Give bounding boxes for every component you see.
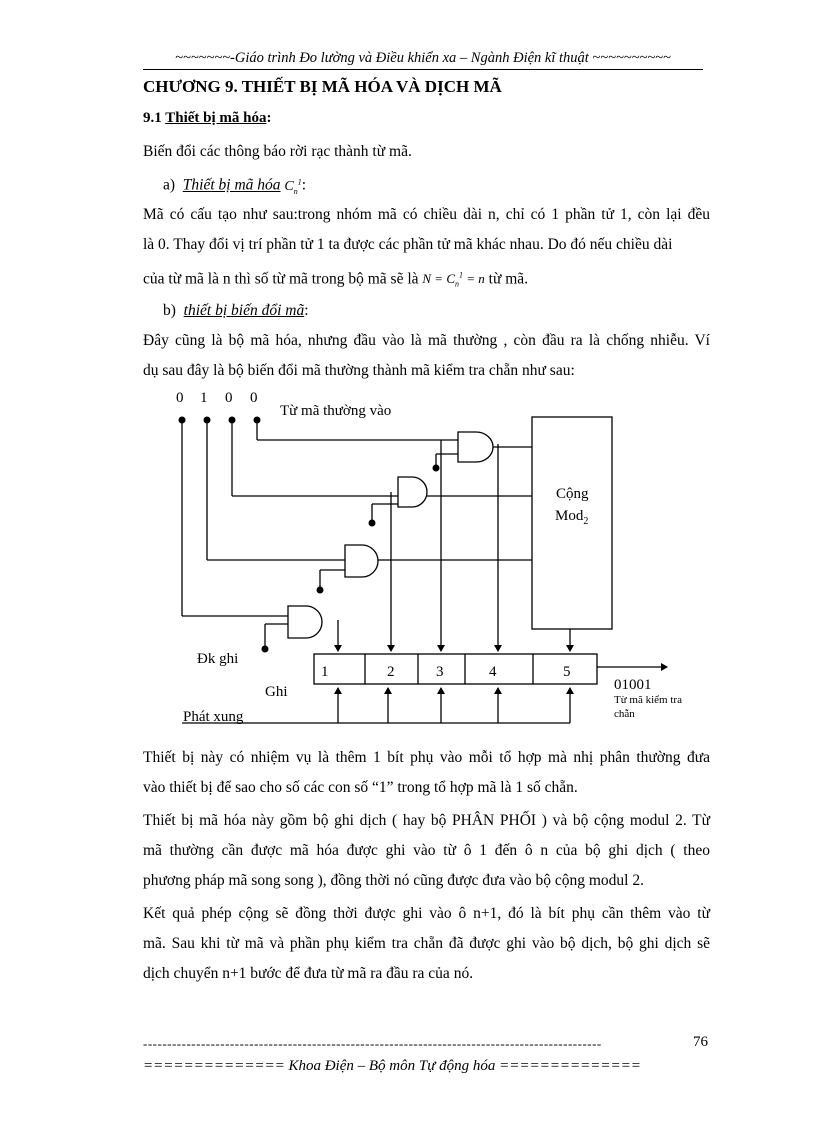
item-a-colon: : bbox=[301, 176, 307, 194]
output-code: 01001 bbox=[614, 677, 652, 693]
item-b-text: thiết bị biến đổi mã bbox=[183, 302, 305, 319]
item-a-math bbox=[284, 179, 301, 194]
and-gate-2 bbox=[398, 477, 427, 507]
item-b bbox=[163, 296, 309, 326]
page-number: 76 bbox=[693, 1034, 708, 1050]
page-header: ~~~~~~~-Giáo trình Đo lường và Điều khiển xa – Ngành Điện kĩ thuật ~~~~~~~~~~ bbox=[143, 50, 703, 70]
output-label-line-1: Từ mã kiểm tra bbox=[614, 694, 682, 706]
para-a-line-2: là 0. Thay đổi vị trí phần tử 1 ta được các phần tử mã khác nhau. Do đó nếu chiều dài bbox=[143, 236, 673, 253]
section-number: 9.1 bbox=[143, 110, 166, 126]
section-heading bbox=[143, 110, 272, 127]
item-a-math-c: C bbox=[284, 178, 294, 194]
item-b-label: b) bbox=[163, 302, 176, 319]
formula-sup: 1 bbox=[459, 271, 464, 280]
register-cell-2: 2 bbox=[387, 664, 395, 680]
item-a-label: a) bbox=[163, 176, 176, 194]
item-a-math-sub: n bbox=[293, 186, 298, 196]
input-bit-1: 0 bbox=[176, 390, 184, 406]
output-label-line-2: chẵn bbox=[614, 708, 635, 720]
adder-mod-text: Mod bbox=[555, 508, 584, 524]
para-a-after: từ mã. bbox=[488, 270, 529, 288]
and-gate-1 bbox=[458, 432, 493, 462]
input-bit-3: 0 bbox=[225, 390, 233, 406]
clock-label: Phát xung bbox=[183, 709, 244, 725]
para-e-line-3: dịch chuyển n+1 bước để đưa từ mã ra đầu ra của nó. bbox=[143, 965, 474, 982]
para-e-line-1: Kết quả phép cộng sẽ đồng thời được ghi vào ô n+1, đó là bít phụ cần thêm vào từ bbox=[143, 905, 710, 922]
item-a-math-sup: 1 bbox=[297, 177, 302, 186]
para-d-line-3: phương pháp mã song song ), đồng thời nó cũng được đưa vào bộ cộng modul 2. bbox=[143, 872, 644, 889]
para-d-line-1: Thiết bị mã hóa này gồm bộ ghi dịch ( hay bộ PHÂN PHỐI ) và bộ cộng modul 2. Từ bbox=[143, 812, 710, 829]
write-control-label: Đk ghi bbox=[197, 651, 239, 667]
section-colon: : bbox=[266, 110, 272, 126]
para-a-before: của từ mã là n thì số từ mã trong bộ mã sẽ là bbox=[143, 270, 419, 288]
para-a-line-1: Mã có cấu tạo như sau:trong nhóm mã có chiều dài n, chỉ có 1 phần tử 1, còn lại đều bbox=[143, 206, 710, 223]
item-b-colon: : bbox=[304, 302, 309, 319]
register-cell-1: 1 bbox=[321, 664, 329, 680]
para-b-line-1: Đây cũng là bộ mã hóa, nhưng đầu vào là mã thường , còn đầu ra là chống nhiễu. Ví bbox=[143, 332, 710, 349]
footer-divider: ----------------------------------------------------------------------------------------------- bbox=[143, 1036, 602, 1051]
chapter-title: CHƯƠNG 9. THIẾT BỊ MÃ HÓA VÀ DỊCH MÃ bbox=[143, 77, 502, 96]
and-gate-4 bbox=[288, 606, 322, 638]
para-d-line-2: mã thường cần được mã hóa được ghi vào từ ô 1 đến ô n của bộ ghi dịch ( theo bbox=[143, 842, 710, 859]
register-cell-3: 3 bbox=[436, 664, 444, 680]
encoder-circuit-diagram bbox=[0, 380, 816, 730]
formula-n bbox=[422, 271, 485, 289]
para-c-line-2: vào thiết bị để sao cho số các con số “1” trong tổ hợp mã là 1 số chẵn. bbox=[143, 779, 578, 796]
footer-department: ============== Khoa Điện – Bộ môn Tự động hóa ============== bbox=[143, 1058, 641, 1074]
formula-sub: n bbox=[455, 279, 460, 289]
formula-main: N = C bbox=[422, 271, 456, 287]
register-cell-4: 4 bbox=[489, 664, 497, 680]
section-title: Thiết bị mã hóa bbox=[165, 110, 267, 126]
adder-label: Cộng bbox=[556, 486, 589, 502]
para-e-line-2: mã. Sau khi từ mã và phần phụ kiểm tra chẵn đã được ghi vào bộ dịch, bộ ghi dịch sẽ bbox=[143, 935, 710, 952]
item-a-text: Thiết bị mã hóa bbox=[182, 176, 281, 194]
intro-paragraph: Biến đổi các thông báo rời rạc thành từ mã. bbox=[143, 143, 412, 160]
adder-mod-sub: 2 bbox=[583, 516, 589, 527]
para-c-line-1: Thiết bị này có nhiệm vụ là thêm 1 bít phụ vào mỗi tổ hợp mà nhị phân thường đưa bbox=[143, 749, 710, 766]
adder-mod-label bbox=[555, 508, 588, 527]
input-bit-2: 1 bbox=[200, 390, 208, 406]
para-a-line-3 bbox=[143, 261, 528, 300]
formula-end: = n bbox=[463, 271, 485, 287]
input-label: Từ mã thường vào bbox=[280, 403, 392, 419]
register-cell-5: 5 bbox=[563, 664, 571, 680]
para-b-line-2: dụ sau đây là bộ biến đổi mã thường thành mã kiểm tra chẵn như sau: bbox=[143, 362, 575, 379]
input-bit-4: 0 bbox=[250, 390, 258, 406]
register-label: Ghi bbox=[265, 684, 288, 700]
and-gate-3 bbox=[345, 545, 378, 577]
